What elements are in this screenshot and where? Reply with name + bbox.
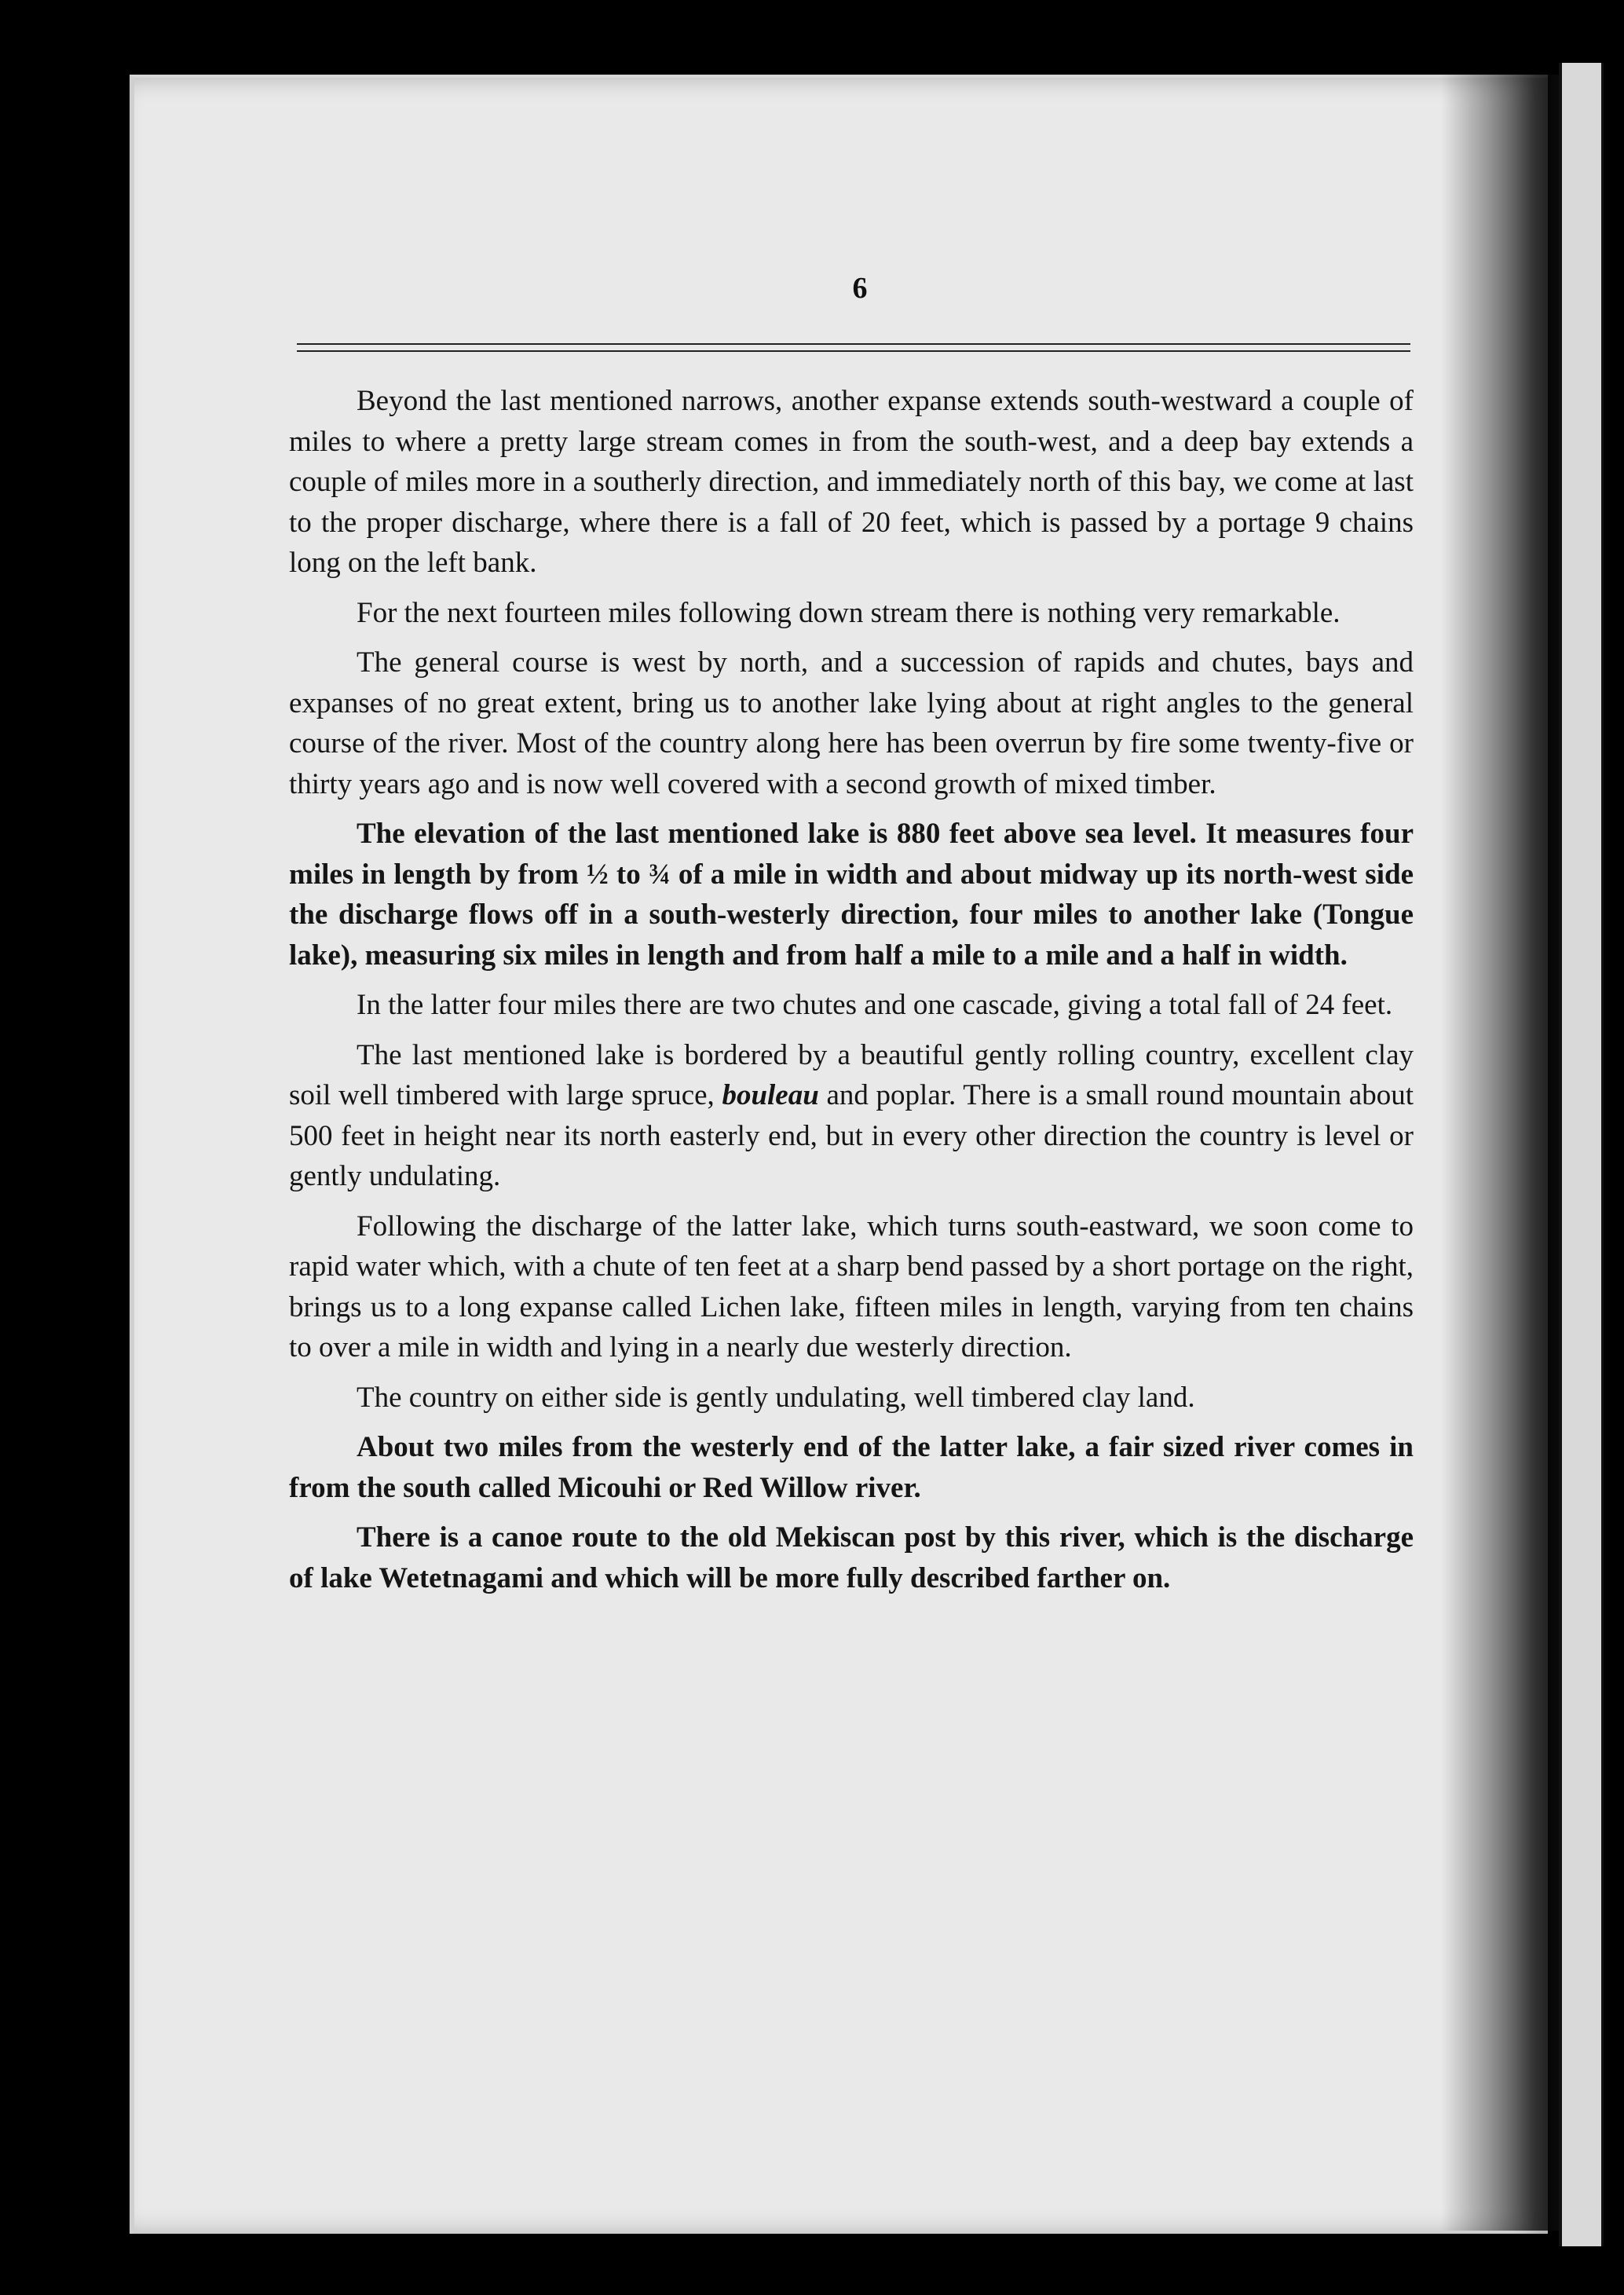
paragraph: The country on either side is gently undulating, well timbered clay land. bbox=[357, 1381, 1195, 1414]
paragraph bbox=[289, 1035, 1414, 1197]
paragraph: For the next fourteen miles following down stream there is nothing very remarkable. bbox=[357, 596, 1341, 629]
paragraph: In the latter four miles there are two chutes and one cascade, giving a total fall of 24 feet. bbox=[357, 989, 1393, 1021]
paragraph: The elevation of the last mentioned lake is 880 feet above sea level. It measures four miles in length by from ½ to ¾ of a mile in width and about midway up its north-west side the discharge flows off in a south-westerly direction, four miles to another lake (Tongue lake), measuring six miles in length and from half a mile to a mile and a half in width. bbox=[289, 818, 1414, 972]
paragraph: Beyond the last mentioned narrows, another expanse extends south-westward a couple of miles to where a pretty large stream comes in from the south-west, and a deep bay extends a couple of miles more in a southerly direction, and immediately north of this bay, we come at last to the proper discharge, where there is a fall of 20 feet, which is passed by a portage 9 chains long on the left bank. bbox=[289, 385, 1414, 579]
italic-term: bouleau bbox=[722, 1079, 819, 1111]
header-rule-top bbox=[297, 343, 1410, 345]
paragraph-text: The last mentioned lake is bordered by a beautiful gently rolling country, excellent clay soil well timbered with large spruce, bbox=[289, 1038, 1414, 1111]
page-gutter-shadow bbox=[1441, 75, 1575, 2231]
paragraph: The general course is west by north, and a succession of rapids and chutes, bays and expanses of no great extent, bring us to another lake lying about at right angles to the general course of the river. Most of the country along here has been overrun by fire some twenty-five or thirty years ago and is now well covered with a second growth of mixed timber. bbox=[289, 646, 1414, 800]
body-text bbox=[289, 381, 1414, 1598]
header-rule-bottom bbox=[297, 350, 1410, 352]
paragraph: There is a canoe route to the old Mekiscan post by this river, which is the discharge of lake Wetetnagami and which will be more fully described farther on. bbox=[289, 1521, 1414, 1594]
page-number: 6 bbox=[852, 272, 868, 305]
paragraph-text: and poplar. There is a small round mountain about 500 feet in height near its north easterly end, but in every other direction the country is level or gently undulating. bbox=[289, 1079, 1414, 1192]
paragraph: About two miles from the westerly end of the latter lake, a fair sized river comes in from the south called Micouhi or Red Willow river. bbox=[289, 1431, 1414, 1504]
paragraph: Following the discharge of the latter lake, which turns south-eastward, we soon come to rapid water which, with a chute of ten feet at a sharp bend passed by a short portage on the right, brings us to a long expanse called Lichen lake, fifteen miles in length, varying from ten chains to over a mile in width and lying in a nearly due westerly direction. bbox=[289, 1210, 1414, 1363]
adjacent-page-edge bbox=[1559, 63, 1604, 2246]
